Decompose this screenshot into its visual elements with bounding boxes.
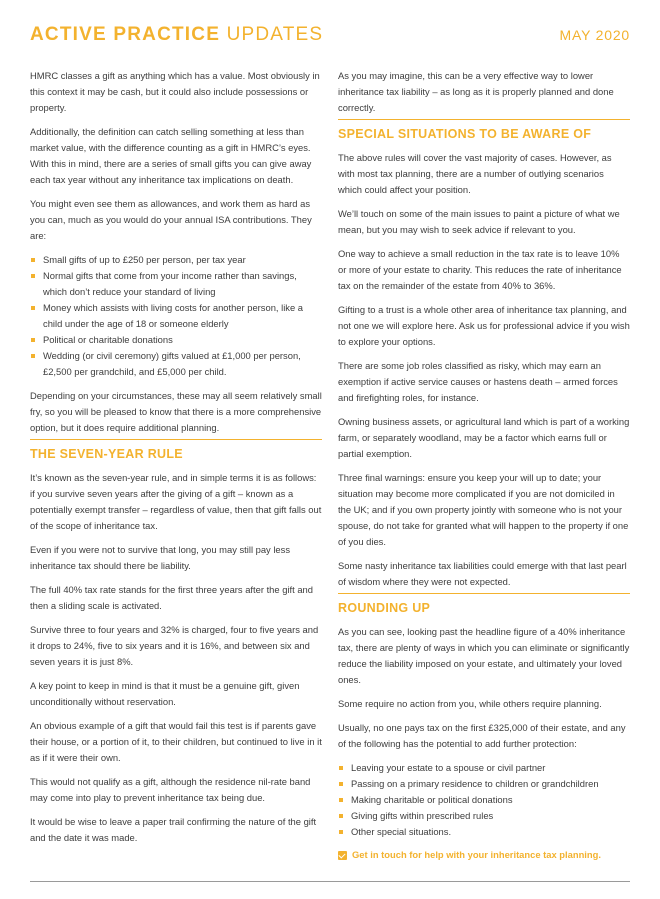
list-item: Small gifts of up to £250 per person, per tax year xyxy=(30,252,322,268)
list-item: Giving gifts within prescribed rules xyxy=(338,808,630,824)
protection-list xyxy=(338,760,630,840)
paragraph: One way to achieve a small reduction in the tax rate is to leave 10% or more of your estate to charity. This reduces the rate of inheritance tax on the remainder of the estate from 40% to 36%. xyxy=(338,248,622,291)
paragraph: Depending on your circumstances, these may all seem relatively small fry, so you will be pleased to know that there is a more comprehensive option, but it does require additional planning. xyxy=(30,390,322,433)
paragraph: The full 40% tax rate stands for the first three years after the gift and then a sliding scale is activated. xyxy=(30,584,313,611)
checkbox-icon xyxy=(338,851,347,860)
paragraph: Some nasty inheritance tax liabilities could emerge with that last pearl of wisdom where they were not expected. xyxy=(338,560,627,587)
list-item: Making charitable or political donations xyxy=(338,792,630,808)
list-item: Political or charitable donations xyxy=(30,332,322,348)
list-item: Other special situations. xyxy=(338,824,630,840)
brand-title xyxy=(30,24,323,46)
paragraph: This would not qualify as a gift, although the residence nil-rate band may come into play to prevent inheritance tax being due. xyxy=(30,776,311,803)
list-item: Leaving your estate to a spouse or civil partner xyxy=(338,760,630,776)
paragraph: It’s known as the seven-year rule, and in simple terms it is as follows: if you survive seven years after the giving of a gift – known as a potentially exempt transfer – regardless of value, then that gift falls out of the scope of inheritance tax. xyxy=(30,472,322,531)
list-item: Normal gifts that come from your income rather than savings, which don’t reduce your standard of living xyxy=(30,268,322,300)
paragraph: Usually, no one pays tax on the first £325,000 of their estate, and any of the following has the potential to add further protection: xyxy=(338,722,626,749)
paragraph: As you may imagine, this can be a very effective way to lower inheritance tax liability – as long as it is properly planned and done correctly. xyxy=(338,70,614,113)
footer-rule xyxy=(30,881,630,882)
paragraph: As you can see, looking past the headline figure of a 40% inheritance tax, there are plenty of ways in which you can eliminate or significantly reduce the liability imposed on your estate, and ultimately your loved ones. xyxy=(338,626,630,685)
paragraph: Three final warnings: ensure you keep your will up to date; your situation may become more complicated if you are not domiciled in the UK; and if you own property jointly with someone who is not your spouse, do not take for granted what will happen to the property if one of you dies. xyxy=(338,472,629,547)
right-column xyxy=(338,68,630,863)
paragraph: You might even see them as allowances, and work them as hard as you can, much as you would do your annual ISA contributions. They are: xyxy=(30,198,312,241)
brand-light: UPDATES xyxy=(226,24,324,45)
brand-bold: ACTIVE PRACTICE xyxy=(30,24,221,45)
left-column xyxy=(30,68,322,854)
call-to-action-text: Get in touch for help with your inheritance tax planning. xyxy=(352,849,601,860)
list-item: Money which assists with living costs for another person, like a child under the age of 18 or someone elderly xyxy=(30,300,322,332)
paragraph: HMRC classes a gift as anything which has a value. Most obviously in this context it may be cash, but it could also include possessions or property. xyxy=(30,70,320,113)
list-item: Wedding (or civil ceremony) gifts valued at £1,000 per person, £2,500 per grandchild, and £5,000 per child. xyxy=(30,348,322,380)
section-heading-special-situations: SPECIAL SITUATIONS TO BE AWARE OF xyxy=(338,119,630,142)
paragraph: An obvious example of a gift that would fail this test is if parents gave their house, or a portion of it, to their children, but continued to live in it as if it were their own. xyxy=(30,720,322,763)
paragraph: It would be wise to leave a paper trail confirming the nature of the gift and the date it was made. xyxy=(30,816,317,843)
paragraph: Even if you were not to survive that long, you may still pay less inheritance tax should there be liability. xyxy=(30,544,291,571)
call-to-action xyxy=(338,847,630,863)
paragraph: Survive three to four years and 32% is charged, four to five years and it drops to 24%, five to six years and it is 16%, and between six and seven years it is just 8%. xyxy=(30,624,319,667)
small-gifts-list xyxy=(30,252,322,380)
issue-date: MAY 2020 xyxy=(559,27,630,43)
paragraph: Owning business assets, or agricultural land which is part of a working farm, or separately woodland, may be a factor which earns full or partial exemption. xyxy=(338,416,630,459)
paragraph: A key point to keep in mind is that it must be a genuine gift, given unconditionally without reservation. xyxy=(30,680,300,707)
paragraph: We’ll touch on some of the main issues to paint a picture of what we mean, but you may wish to seek advice if relevant to you. xyxy=(338,208,620,235)
paragraph: Additionally, the definition can catch selling something at less than market value, with the difference counting as a gift in HMRC’s eyes. With this in mind, there are a series of small gifts you can give away each tax year without any inheritance tax implications on death. xyxy=(30,126,312,185)
paragraph: Gifting to a trust is a whole other area of inheritance tax planning, and not one we will explore here. Ask us for professional advice if you wish to explore your options. xyxy=(338,304,630,347)
section-heading-rounding-up: ROUNDING UP xyxy=(338,593,630,616)
paragraph: There are some job roles classified as risky, which may earn an exemption if active service causes or hastens death – armed forces and firefighting roles, for instance. xyxy=(338,360,618,403)
page-header xyxy=(30,24,630,48)
list-item: Passing on a primary residence to children or grandchildren xyxy=(338,776,630,792)
paragraph: The above rules will cover the vast majority of cases. However, as with most tax planning, there are a number of outlying scenarios which could affect your position. xyxy=(338,152,612,195)
section-heading-seven-year-rule: THE SEVEN-YEAR RULE xyxy=(30,439,322,462)
paragraph: Some require no action from you, while others require planning. xyxy=(338,698,602,709)
